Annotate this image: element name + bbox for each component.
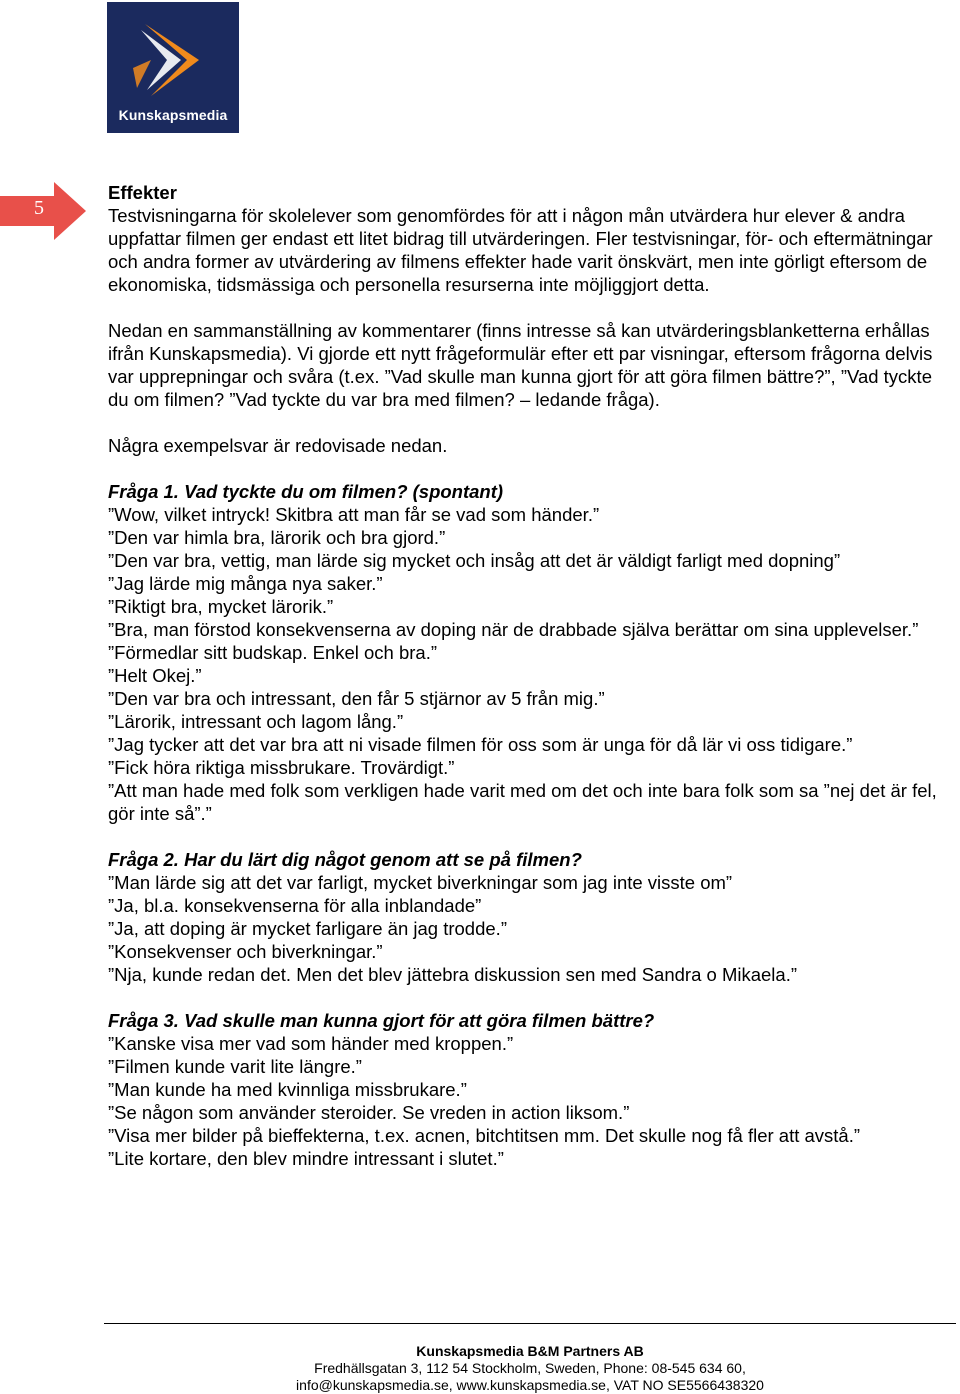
answer-item: ”Den var himla bra, lärorik och bra gjord.” <box>108 527 446 548</box>
company-logo <box>107 2 239 133</box>
answer-item: ”Fick höra riktiga missbrukare. Trovärdigt.” <box>108 757 455 778</box>
answer-item: ”Ja, bl.a. konsekvenserna för alla inblandade” <box>108 895 482 916</box>
answer-item: ”Wow, vilket intryck! Skitbra att man får se vad som händer.” <box>108 504 600 525</box>
footer-divider <box>104 1323 956 1324</box>
answer-item: ”Bra, man förstod konsekvenserna av doping när de drabbade själva berättar om sina upplevelser.” <box>108 619 919 640</box>
answer-item: ”Att man hade med folk som verkligen hade varit med om det och inte bara folk som sa ”nej det är fel, gör inte så”.” <box>108 780 937 824</box>
answer-item: ”Se någon som använder steroider. Se vreden in action liksom.” <box>108 1102 630 1123</box>
answer-item: ”Kanske visa mer vad som händer med kroppen.” <box>108 1033 514 1054</box>
section-heading: Effekter <box>108 182 177 203</box>
answer-item: ”Lärorik, intressant och lagom lång.” <box>108 711 404 732</box>
answer-item: ”Nja, kunde redan det. Men det blev jättebra diskussion sen med Sandra o Mikaela.” <box>108 964 797 985</box>
answer-item: ”Riktigt bra, mycket lärorik.” <box>108 596 334 617</box>
page-number: 5 <box>34 197 44 219</box>
footer-address: Fredhällsgatan 3, 112 54 Stockholm, Sweden, Phone: 08-545 634 60, <box>314 1360 746 1376</box>
question-heading: Fråga 2. Har du lärt dig något genom att se på filmen? <box>108 849 582 870</box>
logo-text: Kunskapsmedia <box>118 107 228 123</box>
answer-item: ”Helt Okej.” <box>108 665 202 686</box>
answer-item: ”Filmen kunde varit lite längre.” <box>108 1056 362 1077</box>
answer-item: ”Förmedlar sitt budskap. Enkel och bra.” <box>108 642 438 663</box>
answer-item: ”Den var bra, vettig, man lärde sig mycket och insåg att det är väldigt farligt med dopning” <box>108 550 841 571</box>
footer-contact: info@kunskapsmedia.se, www.kunskapsmedia.se, VAT NO SE5566438320 <box>296 1377 764 1393</box>
intro-paragraph: Testvisningarna för skolelever som genomfördes för att i någon mån utvärdera hur elever & andra uppfattar filmen ger endast ett litet bidrag till utvärderingen. Fler testvisningar, för- och eftermätningar och andra former av utvärdering av filmens effekter hade varit önskvärt, men inte görligt eftersom de ekonomiska, tidsmässiga och personella resurserna inte möjliggjort detta. <box>108 205 933 295</box>
answer-item: ”Man lärde sig att det var farligt, mycket biverkningar som jag inte visste om” <box>108 872 733 893</box>
document-body <box>108 181 953 1170</box>
page-footer <box>104 1343 956 1394</box>
question-heading: Fråga 3. Vad skulle man kunna gjort för att göra filmen bättre? <box>108 1010 655 1031</box>
answer-item: ”Man kunde ha med kvinnliga missbrukare.” <box>108 1079 467 1100</box>
question-heading: Fråga 1. Vad tyckte du om filmen? (spontant) <box>108 481 504 502</box>
answer-item: ”Ja, att doping är mycket farligare än jag trodde.” <box>108 918 507 939</box>
answer-item: ”Visa mer bilder på bieffekterna, t.ex. acnen, bitchtitsen mm. Det skulle nog få fler att avstå.” <box>108 1125 861 1146</box>
answer-item: ”Jag lärde mig många nya saker.” <box>108 573 383 594</box>
summary-paragraph: Nedan en sammanställning av kommentarer (finns intresse så kan utvärderingsblanketterna erhållas ifrån Kunskapsmedia). Vi gjorde ett nytt frågeformulär efter ett par visningar, eftersom frågorna delvis var upprepningar och svåra (t.ex. ”Vad skulle man kunna gjort för att göra filmen bättre?”, ”Vad tyckte du om filmen? ”Vad tyckte du var bra med filmen? – ledande fråga). <box>108 320 933 410</box>
examples-paragraph: Några exempelsvar är redovisade nedan. <box>108 435 448 456</box>
answer-item: ”Konsekvenser och biverkningar.” <box>108 941 383 962</box>
answer-item: ”Jag tycker att det var bra att ni visade filmen för oss som är unga för då lär vi oss tidigare.” <box>108 734 853 755</box>
answer-item: ”Den var bra och intressant, den får 5 stjärnor av 5 från mig.” <box>108 688 605 709</box>
answer-item: ”Lite kortare, den blev mindre intressant i slutet.” <box>108 1148 504 1169</box>
footer-company: Kunskapsmedia B&M Partners AB <box>416 1343 644 1359</box>
